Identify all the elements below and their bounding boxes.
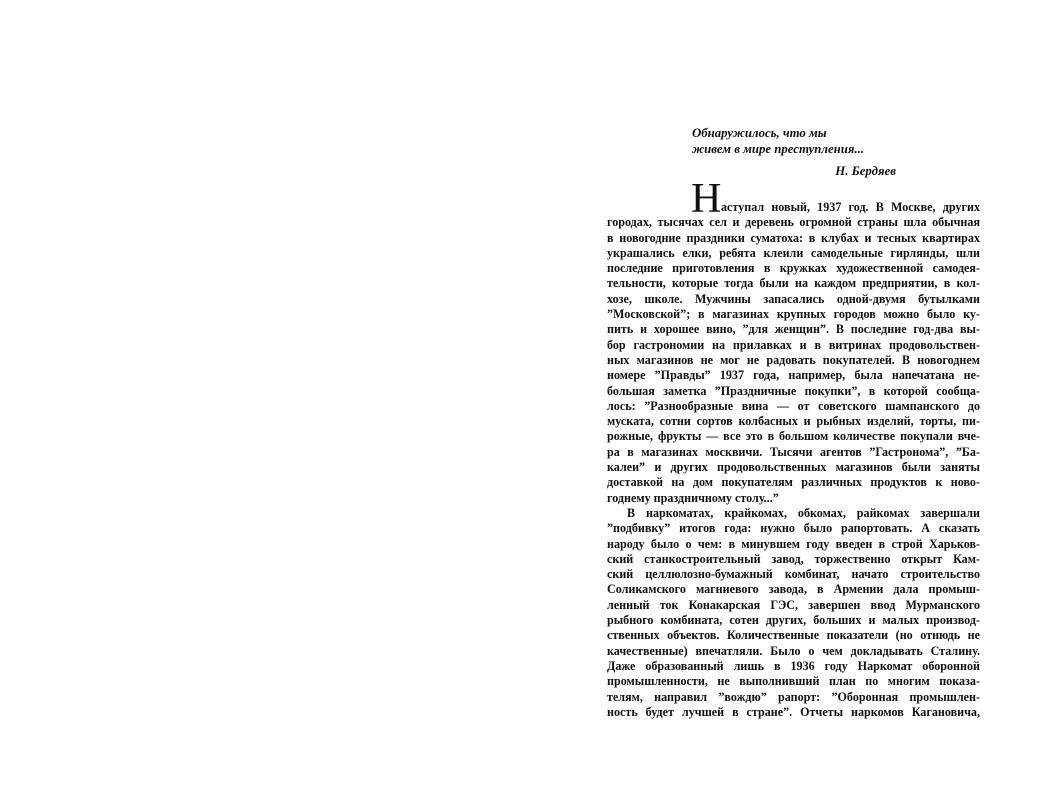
text-line: ленный ток Конакарская ГЭС, завершен ввод Мурманского <box>607 597 980 612</box>
text-line: ра в магазинах москвичи. Тысячи агентов ”Гастронома”, ”Ба- <box>607 444 980 459</box>
text-line: промышленности, не выполнивший план по многим показа- <box>607 674 980 689</box>
text-line: годнему праздничному столу...” <box>607 490 779 505</box>
text-lines <box>607 215 980 720</box>
body-text <box>607 176 980 720</box>
text-line: рыбного комбината, сотен других, больших и малых производ- <box>607 613 980 628</box>
epigraph <box>692 126 902 157</box>
text-line: доставкой на дом покупателям различных продуктов к ново- <box>607 475 980 490</box>
text-line: тельности, которые тогда были на каждом предприятии, в кол- <box>607 276 980 291</box>
text-line: муската, сотни сортов колбасных и рыбных изделий, торты, пи- <box>607 414 980 429</box>
text-line: рожные, фрукты — все это в большом количестве покупали вче- <box>607 429 980 444</box>
text-line: ность будет лучшей в стране”. Отчеты наркомов Кагановича, <box>607 704 980 719</box>
text-line: большая заметка ”Праздничные покупки”, в которой сообща- <box>607 383 980 398</box>
text-line: городах, тысячах сел и деревень огромной страны шла обычная <box>607 215 980 230</box>
text-line: ных магазинов не мог не радовать покупателей. В новогоднем <box>607 352 980 367</box>
text-line: ”подбивку” итогов года: нужно было рапортовать. А сказать <box>607 521 980 536</box>
text-line: ский целлюлозно-бумажный комбинат, начато строительство <box>607 567 980 582</box>
text-line: в новогодние праздники суматоха: в клубах и тесных квартирах <box>607 230 980 245</box>
text-line: калеи” и других продовольственных магазинов были заняты <box>607 460 980 475</box>
text-line: бор гастрономии на прилавках и в витринах продовольствен- <box>607 337 980 352</box>
text-line: телям, направил ”вождю” рапорт: ”Оборонная промышлен- <box>607 689 980 704</box>
epigraph-author: Н. Бердяев <box>835 164 896 178</box>
first-line <box>607 176 980 222</box>
text-line: Даже образованный лишь в 1936 году Наркомат оборонной <box>607 658 980 673</box>
text-line: последние приготовления в кружках художественной самодея- <box>607 261 980 276</box>
text-line: народу было о чем: в минувшем году введен в строй Харьков- <box>607 536 980 551</box>
text-line: номере ”Правды” 1937 года, например, была напечатана не- <box>607 368 980 383</box>
text-line: ский станкостроительный завод, торжественно открыт Кам- <box>607 551 980 566</box>
text-line: Соликамского магниевого завода, в Армении дала промыш- <box>607 582 980 597</box>
epigraph-line: Обнаружилось, что мы <box>692 126 827 140</box>
text-line: ”Московской”; в магазинах крупных городов можно было ку- <box>607 307 980 322</box>
text-line: В наркоматах, крайкомах, обкомах, райкомах завершали <box>627 505 980 520</box>
text-line: качественные) впечатляли. Было о чем докладывать Сталину. <box>607 643 980 658</box>
epigraph-line: живем в мире преступления... <box>692 141 865 156</box>
text-line: хозе, школе. Мужчины запасались одной-двумя бутылками <box>607 291 980 306</box>
text-line: лось: ”Разнообразные вина — от советского шампанского до <box>607 398 980 413</box>
drop-cap: Н <box>691 176 722 222</box>
text-line: ственных объектов. Количественные показатели (но отнюдь не <box>607 628 980 643</box>
first-line-text: аступал новый, 1937 год. В Москве, других <box>721 200 980 214</box>
text-line: украшались елки, ребята клеили самодельные гирлянды, шли <box>607 245 980 260</box>
text-line: пить и хорошее вино, ”для женщин”. В последние год-два вы- <box>607 322 980 337</box>
